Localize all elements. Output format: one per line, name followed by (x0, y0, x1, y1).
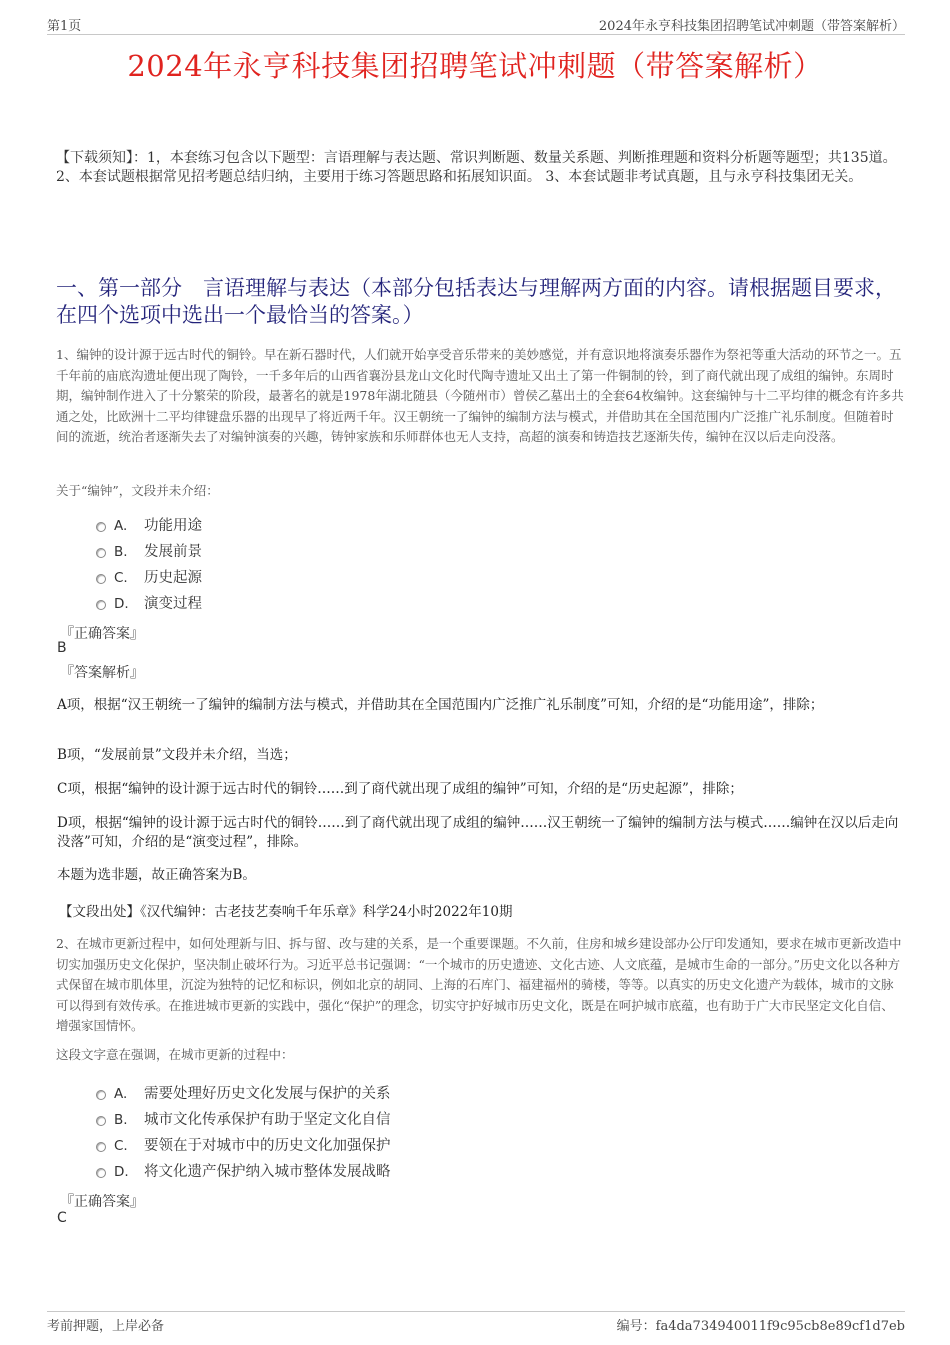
radio-icon[interactable] (96, 1142, 106, 1152)
page-footer (47, 1311, 905, 1334)
q1-source: 【文段出处】《汉代编钟：古老技艺奏响千年乐章》科学24小时2022年10期 (59, 904, 513, 920)
question-1-text: 1、编钟的设计源于远古时代的铜铃。早在新石器时代，人们就开始享受音乐带来的美妙感觉，并有意识地将演奏乐器作为祭祀等重大活动的环节之一。五千年前的庙底沟遗址便出现了陶铃，一千多年后的山西省襄汾县龙山文化时代陶寺遗址又出土了第一件铜制的铃，到了商代就出现了成组的编钟。东周时期，编钟制作进入了十分繁荣的阶段，最著名的就是1978年湖北随县（今随州市）曾侯乙墓出土的全套64枚编钟。这套编钟与十二平均律的概念有许多共通之处，比欧洲十二平均律键盘乐器的出现早了将近两千年。汉王朝统一了编钟的编制方法与模式，并借助其在全国范围内广泛推广礼乐制度。但随着时间的流逝，统治者逐渐失去了对编钟演奏的兴趣，铸钟家族和乐师群体也无人支持，高超的演奏和铸造技艺逐渐失传，编钟在汉以后走向没落。 (56, 347, 904, 444)
footer-slogan: 考前押题，上岸必备 (47, 1319, 165, 1334)
q1-analysis-a: A项，根据“汉王朝统一了编钟的编制方法与模式，并借助其在全国范围内广泛推广礼乐制度”可知，介绍的是“功能用途”，排除； (57, 697, 824, 713)
radio-icon[interactable] (96, 574, 106, 584)
download-notice: 【下载须知】：1，本套练习包含以下题型：言语理解与表达题、常识判断题、数量关系题、判断推理题和资料分析题等题型；共135道。 2、本套试题根据常见招考题总结归纳，主要用于练习答题思路和拓展知识面。 3、本套试题非考试真题，且与永亨科技集团无关。 (56, 150, 897, 185)
q1-option-a[interactable]: A. 功能用途 (96, 516, 202, 536)
q2-option-b[interactable]: B. 城市文化传承保护有助于坚定文化自信 (96, 1110, 391, 1130)
footer-doc-id: 编号：fa4da734940011f9c95cb8e89cf1d7eb (616, 1319, 905, 1334)
q1-option-b[interactable]: B. 发展前景 (96, 542, 202, 562)
q1-answer: B (57, 640, 67, 656)
page-header (47, 15, 905, 35)
q2-answer-label: 『正确答案』 (60, 1194, 144, 1210)
q2-option-a[interactable]: A. 需要处理好历史文化发展与保护的关系 (96, 1084, 391, 1104)
question-2-prompt: 这段文字意在强调，在城市更新的过程中： (56, 1047, 294, 1062)
q2-answer: C (57, 1210, 67, 1226)
section-heading: 一、第一部分 言语理解与表达（本部分包括表达与理解两方面的内容。请根据题目要求，在四个选项中选出一个最恰当的答案。） (56, 276, 896, 327)
question-1-prompt: 关于“编钟”，文段并未介绍： (56, 483, 219, 498)
document-title: 2024年永亨科技集团招聘笔试冲刺题（带答案解析） (127, 49, 823, 83)
radio-icon[interactable] (96, 1090, 106, 1100)
radio-icon[interactable] (96, 1168, 106, 1178)
q1-analysis-c: C项，根据“编钟的设计源于远古时代的铜铃……到了商代就出现了成组的编钟”可知，介绍的是“历史起源”，排除； (57, 781, 743, 797)
q1-analysis-conclusion: 本题为选非题，故正确答案为B。 (57, 867, 256, 883)
question-2-text: 2、在城市更新过程中，如何处理新与旧、拆与留、改与建的关系，是一个重要课题。不久前，住房和城乡建设部办公厅印发通知，要求在城市更新改造中切实加强历史文化保护，坚决制止破坏行为。习近平总书记强调：“一个城市的历史遗迹、文化古迹、人文底蕴，是城市生命的一部分。”历史文化以各种方式保留在城市肌体里，沉淀为独特的记忆和标识，例如北京的胡同、上海的石库门、福建福州的骑楼，等等。以真实的历史文化遗产为载体，城市的文脉可以得到有效传承。在推进城市更新的实践中，强化“保护”的理念，切实守护好城市历史文化，既是在呵护城市底蕴，也有助于广大市民坚定文化自信、增强家国情怀。 (56, 936, 902, 1033)
q1-answer-label: 『正确答案』 (60, 626, 144, 642)
q1-analysis-d: D项，根据“编钟的设计源于远古时代的铜铃……到了商代就出现了成组的编钟……汉王朝统一了编钟的编制方法与模式……编钟在汉以后走向没落”可知，介绍的是“演变过程”，排除。 (57, 815, 899, 850)
q2-option-c[interactable]: C. 要领在于对城市中的历史文化加强保护 (96, 1136, 391, 1156)
q1-option-d[interactable]: D. 演变过程 (96, 594, 202, 614)
header-doc-title: 2024年永亨科技集团招聘笔试冲刺题（带答案解析） (598, 19, 905, 34)
q1-analysis-b: B项，“发展前景”文段并未介绍，当选； (57, 747, 297, 763)
radio-icon[interactable] (96, 1116, 106, 1126)
q1-option-c[interactable]: C. 历史起源 (96, 568, 202, 588)
radio-icon[interactable] (96, 522, 106, 532)
q1-analysis-label: 『答案解析』 (60, 665, 144, 681)
radio-icon[interactable] (96, 548, 106, 558)
radio-icon[interactable] (96, 600, 106, 610)
q2-option-d[interactable]: D. 将文化遗产保护纳入城市整体发展战略 (96, 1162, 391, 1182)
page-number: 第1页 (47, 19, 82, 34)
